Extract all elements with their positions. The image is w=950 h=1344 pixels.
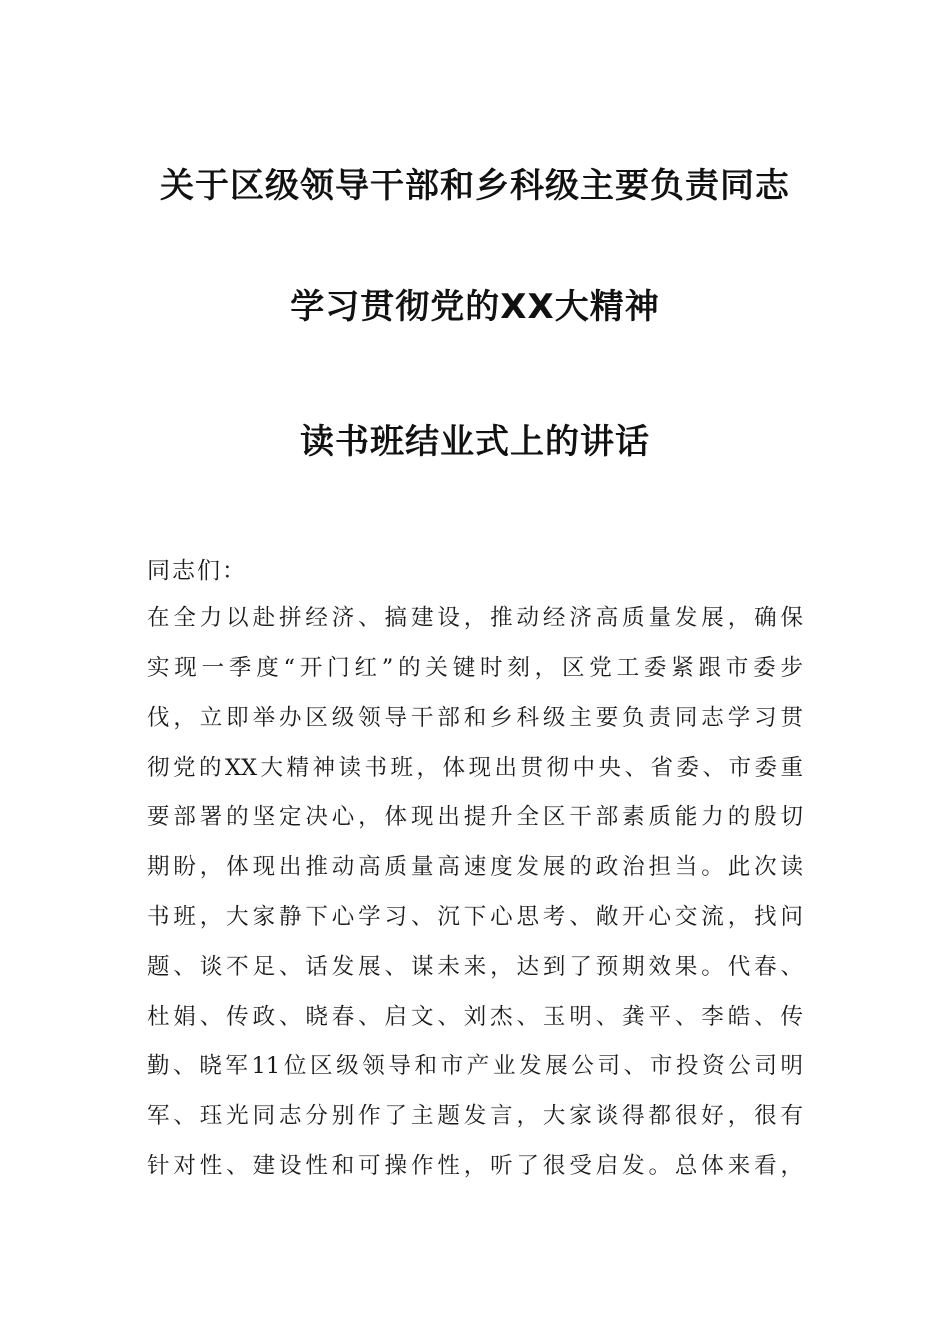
paragraph-line: 题、谈不足、话发展、谋未来，达到了预期效果。代春、 bbox=[147, 954, 803, 980]
paragraph-line: 杜娟、传政、晓春、启文、刘杰、玉明、龚平、李皓、传 bbox=[147, 1004, 803, 1030]
paragraph-line: 彻党的XX大精神读书班，体现出贯彻中央、省委、市委重 bbox=[147, 755, 803, 781]
paragraph-line: 在全力以赴拼经济、搞建设，推动经济高质量发展，确保 bbox=[147, 605, 803, 631]
title-line-2: 学习贯彻党的XX大精神 bbox=[290, 287, 660, 327]
paragraph-line: 勤、晓军11位区级领导和市产业发展公司、市投资公司明 bbox=[147, 1053, 803, 1079]
title-line-3: 读书班结业式上的讲话 bbox=[300, 422, 650, 462]
paragraph-line: 期盼，体现出推动高质量高速度发展的政治担当。此次读 bbox=[147, 854, 803, 880]
paragraph-line: 伐，立即举办区级领导干部和乡科级主要负责同志学习贯 bbox=[147, 705, 803, 731]
paragraph-line: 军、珏光同志分别作了主题发言，大家谈得都很好，很有 bbox=[147, 1103, 803, 1129]
paragraph-line: 要部署的坚定决心，体现出提升全区干部素质能力的殷切 bbox=[147, 804, 803, 830]
salutation: 同志们： bbox=[147, 558, 247, 584]
title-line-1: 关于区级领导干部和乡科级主要负责同志 bbox=[160, 166, 790, 206]
paragraph-line: 针对性、建设性和可操作性，听了很受启发。总体来看， bbox=[147, 1153, 803, 1179]
paragraph-line: 实现一季度“开门红”的关键时刻，区党工委紧跟市委步 bbox=[147, 655, 803, 681]
paragraph-line: 书班，大家静下心学习、沉下心思考、敞开心交流，找问 bbox=[147, 904, 803, 930]
